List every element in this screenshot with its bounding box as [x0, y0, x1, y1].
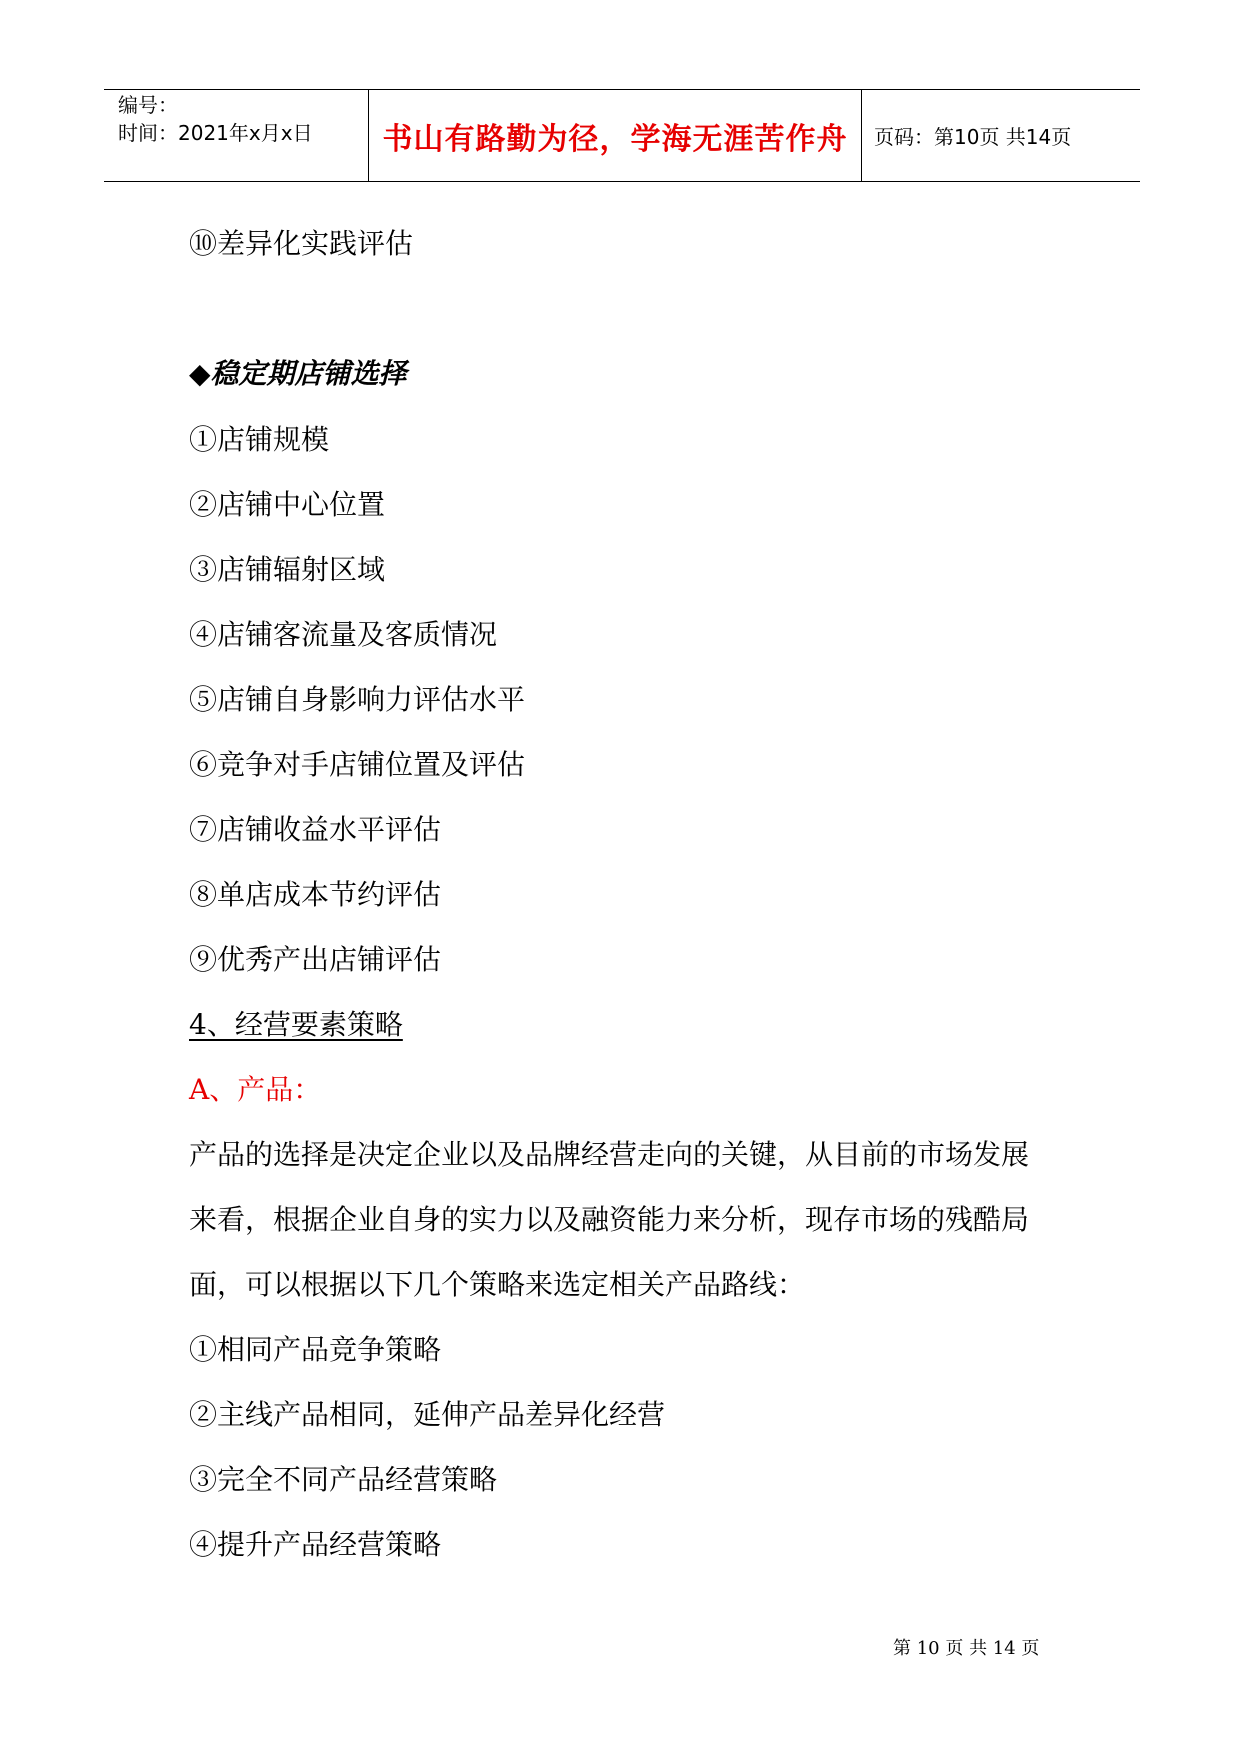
header-code: 编号：: [118, 93, 178, 117]
page-header: [104, 89, 1140, 182]
list-item-10: ⑩差异化实践评估: [189, 227, 414, 260]
list-item: ④提升产品经营策略: [189, 1528, 442, 1561]
header-page-number: 页码：第10页 共14页: [874, 125, 1072, 149]
list-item: ④店铺客流量及客质情况: [189, 618, 498, 651]
section-heading: ◆稳定期店铺选择: [189, 357, 407, 390]
header-page-cell: [862, 90, 1140, 181]
subsection-title: 4、经营要素策略: [189, 1008, 403, 1041]
list-item: ⑥竞争对手店铺位置及评估: [189, 748, 526, 781]
list-item: ⑧单店成本节约评估: [189, 878, 442, 911]
paragraph-line: 来看，根据企业自身的实力以及融资能力来分析，现存市场的残酷局: [189, 1203, 1030, 1236]
header-motto: 书山有路勤为径，学海无涯苦作舟: [382, 121, 848, 157]
product-title: A、产品：: [189, 1073, 322, 1106]
header-time: 时间：2021年x月x日: [118, 121, 313, 145]
paragraph-line: 面，可以根据以下几个策略来选定相关产品路线：: [189, 1268, 806, 1301]
list-item: ⑨优秀产出店铺评估: [189, 943, 442, 976]
list-item: ②主线产品相同，延伸产品差异化经营: [189, 1398, 666, 1431]
paragraph-line: 产品的选择是决定企业以及品牌经营走向的关键，从目前的市场发展: [189, 1138, 1030, 1171]
list-item: ⑤店铺自身影响力评估水平: [189, 683, 526, 716]
header-info-cell: [104, 90, 368, 181]
list-item: ①店铺规模: [189, 423, 330, 456]
header-motto-cell: [368, 90, 862, 181]
page-footer: 第 10 页 共 14 页: [893, 1638, 1040, 1659]
list-item: ①相同产品竞争策略: [189, 1333, 442, 1366]
list-item: ⑦店铺收益水平评估: [189, 813, 442, 846]
list-item: ③完全不同产品经营策略: [189, 1463, 498, 1496]
list-item: ②店铺中心位置: [189, 488, 386, 521]
list-item: ③店铺辐射区域: [189, 553, 386, 586]
